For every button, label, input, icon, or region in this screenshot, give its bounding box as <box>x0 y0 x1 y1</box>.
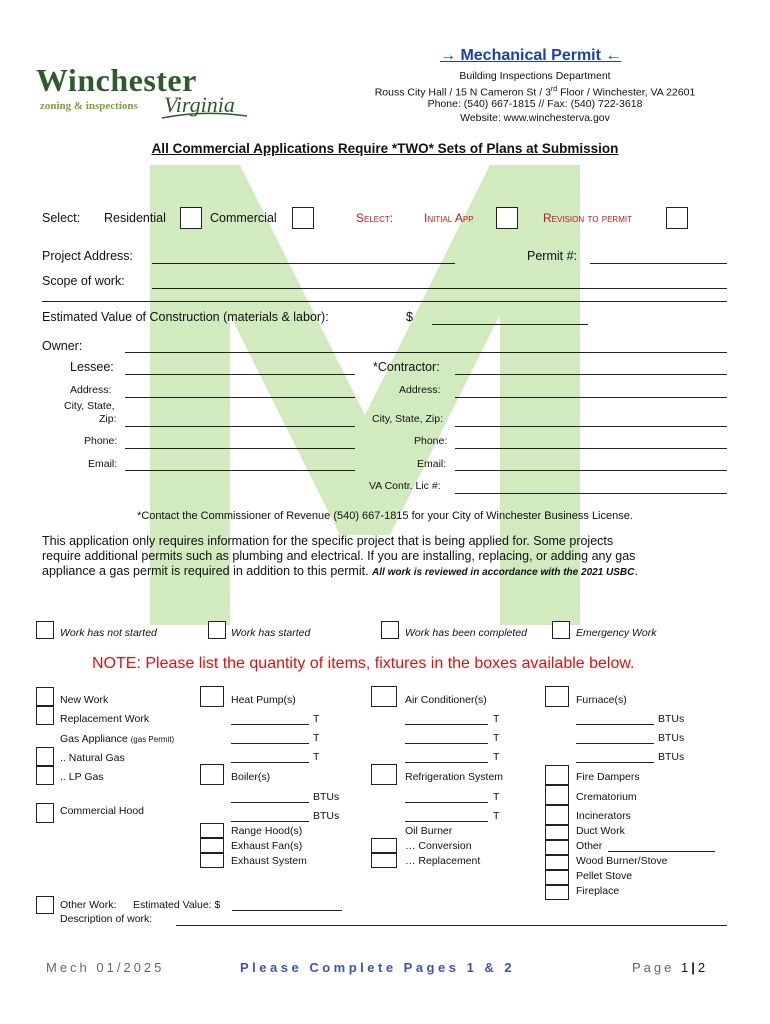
page-total: 2 <box>697 960 709 975</box>
ac-t-2-field[interactable] <box>405 743 488 744</box>
exhaust-fan-label: Exhaust Fan(s) <box>231 840 303 852</box>
initial-app-label: Initial App <box>424 211 474 225</box>
commercial-checkbox[interactable] <box>292 207 314 229</box>
select-label-2: Select: <box>356 211 394 225</box>
lessee-email-field[interactable] <box>125 470 355 471</box>
dept-website: Website: www.winchesterva.gov <box>460 112 610 124</box>
scope-field-2[interactable] <box>42 301 727 302</box>
ac-t-1-unit: T <box>493 713 500 725</box>
not-started-checkbox[interactable] <box>36 621 54 639</box>
heat-pump-t-2-field[interactable] <box>231 743 309 744</box>
revision-label: Revision to permit <box>543 211 632 225</box>
lessee-address-field[interactable] <box>125 397 355 398</box>
description-label: Description of work: <box>60 913 153 925</box>
owner-label: Owner: <box>42 339 83 353</box>
boiler-btu-1-field[interactable] <box>231 802 309 803</box>
emergency-checkbox[interactable] <box>552 621 570 639</box>
lessee-email-label: Email: <box>88 458 118 470</box>
page-prefix: Page <box>632 960 681 975</box>
info-paragraph <box>42 534 742 580</box>
address-pre: Rouss City Hall / 15 N Cameron St / 3 <box>374 86 551 99</box>
heat-pump-t-3-unit: T <box>313 751 320 763</box>
paragraph-line-3-text: appliance a gas permit is required in addition to this permit. <box>42 564 369 578</box>
owner-field[interactable] <box>125 352 727 353</box>
contractor-field[interactable] <box>455 374 727 375</box>
description-field[interactable] <box>176 925 727 926</box>
contractor-email-field[interactable] <box>455 470 727 471</box>
boiler-btu-2-field[interactable] <box>231 821 309 822</box>
incinerators-checkbox[interactable] <box>545 805 569 825</box>
logo <box>32 58 247 128</box>
other-checkbox[interactable] <box>545 840 569 855</box>
boiler-btu-1-unit: BTUs <box>313 791 340 803</box>
oil-burner-label: Oil Burner <box>405 825 453 837</box>
emergency-label: Emergency Work <box>576 627 657 639</box>
lessee-csz-label-2: Zip: <box>99 413 117 425</box>
lp-gas-checkbox[interactable] <box>36 766 54 785</box>
refrigeration-label: Refrigeration System <box>405 771 504 783</box>
replacement-work-checkbox[interactable] <box>36 706 54 725</box>
incinerators-label: Incinerators <box>576 810 631 822</box>
furnace-label: Furnace(s) <box>576 694 627 706</box>
fire-dampers-label: Fire Dampers <box>576 771 640 783</box>
pellet-stove-checkbox[interactable] <box>545 870 569 885</box>
gas-appliance-label <box>60 733 174 745</box>
heat-pump-t-1-unit: T <box>313 713 320 725</box>
address-sup: rd <box>550 86 558 93</box>
value-label: Estimated Value of Construction (materials & labor): <box>42 310 329 324</box>
exhaust-fan-checkbox[interactable] <box>200 838 224 853</box>
boiler-checkbox[interactable] <box>200 764 224 785</box>
lessee-field[interactable] <box>125 374 355 375</box>
oil-replacement-checkbox[interactable] <box>371 853 397 868</box>
lessee-phone-field[interactable] <box>125 448 355 449</box>
est-value-field[interactable] <box>232 910 342 911</box>
exhaust-system-checkbox[interactable] <box>200 853 224 868</box>
scope-field-1[interactable] <box>152 288 727 289</box>
crematorium-checkbox[interactable] <box>545 785 569 805</box>
usbc-note-end: . <box>634 564 638 578</box>
wood-burner-label: Wood Burner/Stove <box>576 855 668 867</box>
furnace-btu-3-unit: BTUs <box>658 751 685 763</box>
residential-checkbox[interactable] <box>180 207 202 229</box>
oil-conversion-checkbox[interactable] <box>371 838 397 853</box>
contractor-address-field[interactable] <box>455 397 727 398</box>
refrigeration-checkbox[interactable] <box>371 764 397 785</box>
not-started-label: Work has not started <box>60 627 157 639</box>
oil-conversion-label: … Conversion <box>405 840 472 852</box>
natural-gas-label: .. Natural Gas <box>60 752 125 764</box>
heat-pump-checkbox[interactable] <box>200 686 224 707</box>
page-separator: | <box>691 960 698 975</box>
permit-field[interactable] <box>590 263 727 264</box>
other-label: Other <box>576 840 603 852</box>
banner: All Commercial Applications Require *TWO* Sets of Plans at Submission <box>151 141 619 156</box>
value-field[interactable] <box>432 324 588 325</box>
refrigeration-t-1-unit: T <box>493 791 500 803</box>
furnace-btu-2-unit: BTUs <box>658 732 685 744</box>
refrigeration-t-2-unit: T <box>493 810 500 822</box>
commercial-hood-checkbox[interactable] <box>36 803 54 823</box>
replacement-work-label: Replacement Work <box>60 713 150 725</box>
fireplace-checkbox[interactable] <box>545 885 569 900</box>
paragraph-line-2: require additional permits such as plumbing and electrical. If you are installing, replacing, or adding any gas <box>42 549 636 563</box>
completed-checkbox[interactable] <box>381 621 399 639</box>
ac-label: Air Conditioner(s) <box>405 694 487 706</box>
wood-burner-checkbox[interactable] <box>545 855 569 870</box>
fire-dampers-checkbox[interactable] <box>545 765 569 785</box>
lessee-phone-label: Phone: <box>84 435 118 447</box>
logo-word: Winchester <box>36 62 197 98</box>
revision-checkbox[interactable] <box>666 207 688 229</box>
paragraph-line-1: This application only requires information for the specific project that is being applied for. Some projects <box>42 534 614 548</box>
va-license-label: VA Contr. Lic #: <box>369 480 441 492</box>
new-work-checkbox[interactable] <box>36 687 54 706</box>
duct-work-label: Duct Work <box>576 825 625 837</box>
business-license-notice: *Contact the Commissioner of Revenue (540) 667-1815 for your City of Winchester Business License. <box>137 510 633 522</box>
paragraph-line-3 <box>42 564 742 580</box>
dollar-sign: $ <box>406 310 413 324</box>
project-address-field[interactable] <box>152 263 455 264</box>
range-hood-checkbox[interactable] <box>200 823 224 838</box>
est-value-label: Estimated Value: $ <box>133 899 221 911</box>
started-label: Work has started <box>231 627 311 639</box>
natural-gas-checkbox[interactable] <box>36 747 54 766</box>
other-work-checkbox[interactable] <box>36 896 54 914</box>
ac-t-3-field[interactable] <box>405 762 488 763</box>
ac-t-2-unit: T <box>493 732 500 744</box>
commercial-hood-label: Commercial Hood <box>60 805 145 817</box>
lessee-address-label: Address: <box>70 384 112 396</box>
completed-label: Work has been completed <box>405 627 527 639</box>
lessee-csz-field[interactable] <box>125 426 355 427</box>
gas-permit-note: (gas Permit) <box>130 735 175 744</box>
footer-instruction: Please Complete Pages 1 & 2 <box>240 960 516 975</box>
other-field[interactable] <box>608 851 715 852</box>
furnace-btu-1-unit: BTUs <box>658 713 685 725</box>
gas-appliance-text: Gas Appliance <box>60 733 128 745</box>
ac-t-3-unit: T <box>493 751 500 763</box>
residential-label: Residential <box>104 211 166 225</box>
furnace-btu-3-field[interactable] <box>576 762 654 763</box>
heat-pump-t-2-unit: T <box>313 732 320 744</box>
contractor-phone-label: Phone: <box>414 435 448 447</box>
va-license-field[interactable] <box>455 493 727 494</box>
scope-label: Scope of work: <box>42 274 125 288</box>
logo-state: Virginia <box>164 92 235 117</box>
commercial-label: Commercial <box>210 211 277 225</box>
new-work-label: New Work <box>60 694 109 706</box>
footer-page-number <box>632 960 708 975</box>
oil-replacement-label: … Replacement <box>405 855 481 867</box>
address-post: Floor / Winchester, VA 22601 <box>557 86 696 99</box>
project-address-label: Project Address: <box>42 249 134 263</box>
refrigeration-t-2-field[interactable] <box>405 821 488 822</box>
lessee-csz-label-1: City, State, <box>64 400 115 412</box>
page-current: 1 <box>680 960 692 975</box>
fireplace-label: Fireplace <box>576 885 620 897</box>
furnace-btu-1-field[interactable] <box>576 724 654 725</box>
contractor-address-label: Address: <box>399 384 441 396</box>
logo-swoosh-icon <box>162 108 247 122</box>
started-checkbox[interactable] <box>208 621 226 639</box>
furnace-btu-2-field[interactable] <box>576 743 654 744</box>
exhaust-system-label: Exhaust System <box>231 855 307 867</box>
ac-t-1-field[interactable] <box>405 724 488 725</box>
dept-name: Building Inspections Department <box>459 70 611 82</box>
crematorium-label: Crematorium <box>576 791 637 803</box>
quantity-note: NOTE: Please list the quantity of items, fixtures in the boxes available below. <box>92 655 635 672</box>
other-work-label: Other Work: <box>60 899 117 911</box>
contractor-csz-label: City, State, Zip: <box>372 413 443 425</box>
duct-work-checkbox[interactable] <box>545 825 569 840</box>
dept-phone: Phone: (540) 667-1815 // Fax: (540) 722-3618 <box>427 98 643 110</box>
boiler-label: Boiler(s) <box>231 771 271 783</box>
contractor-phone-field[interactable] <box>455 448 727 449</box>
page-title: → Mechanical Permit ← <box>440 47 622 64</box>
initial-app-checkbox[interactable] <box>496 207 518 229</box>
boiler-btu-2-unit: BTUs <box>313 810 340 822</box>
logo-subtitle: zoning & inspections <box>40 100 138 112</box>
heat-pump-label: Heat Pump(s) <box>231 694 296 706</box>
ac-checkbox[interactable] <box>371 686 397 707</box>
heat-pump-t-3-field[interactable] <box>231 762 309 763</box>
pellet-stove-label: Pellet Stove <box>576 870 633 882</box>
contractor-email-label: Email: <box>417 458 447 470</box>
furnace-checkbox[interactable] <box>545 686 569 707</box>
contractor-label: *Contractor: <box>373 360 440 374</box>
range-hood-label: Range Hood(s) <box>231 825 303 837</box>
contractor-csz-field[interactable] <box>455 426 727 427</box>
usbc-note: All work is reviewed in accordance with the 2021 USBC <box>372 567 635 578</box>
select-label: Select: <box>42 211 81 225</box>
lessee-label: Lessee: <box>70 360 114 374</box>
footer-form-code: Mech 01/2025 <box>46 960 165 975</box>
heat-pump-t-1-field[interactable] <box>231 724 309 725</box>
permit-label: Permit #: <box>527 249 578 263</box>
lp-gas-label: .. LP Gas <box>60 771 104 783</box>
refrigeration-t-1-field[interactable] <box>405 802 488 803</box>
